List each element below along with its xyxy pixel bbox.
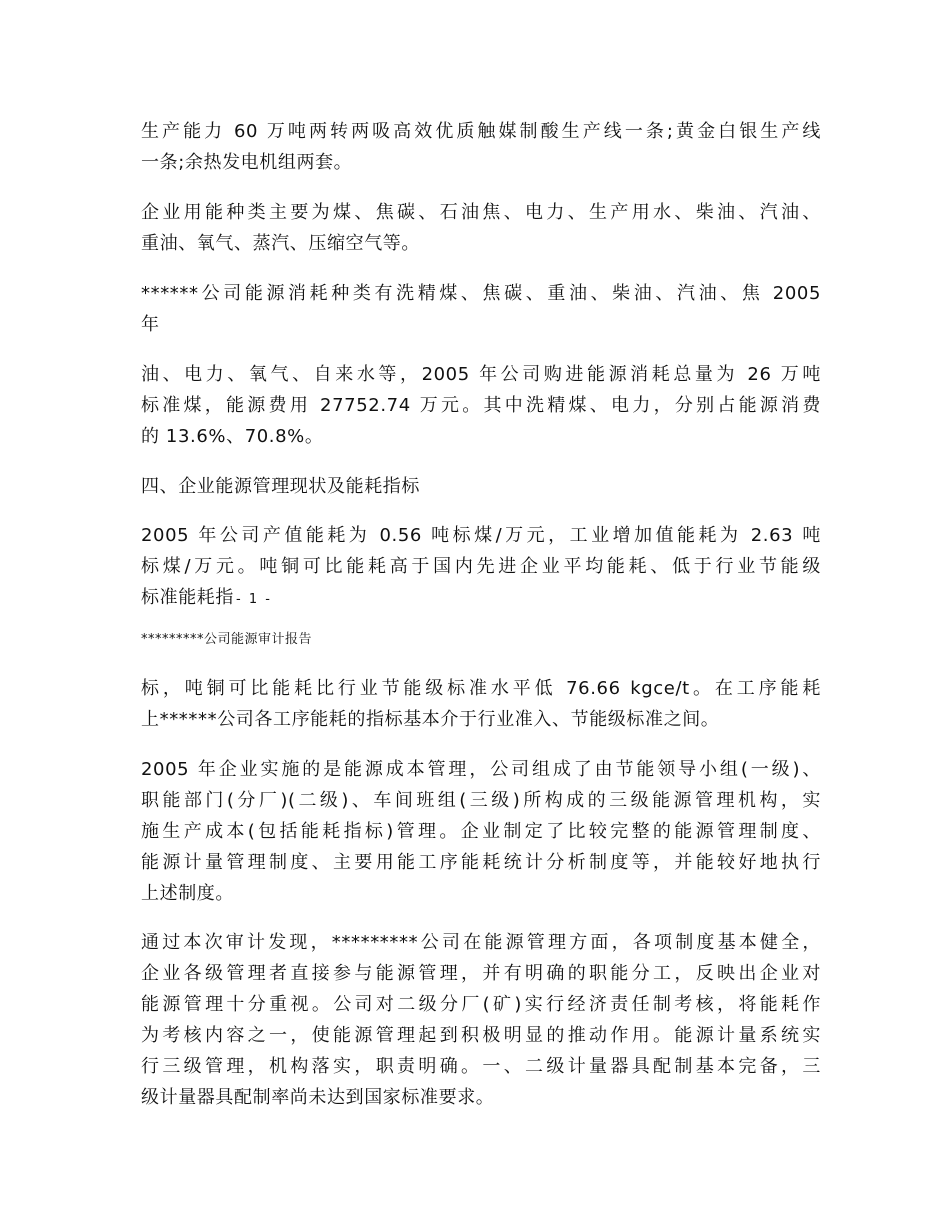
paragraph-energy-indicators — [141, 520, 821, 613]
text-line: 级计量器具配制率尚未达到国家标准要求。 — [141, 1087, 495, 1108]
text-line: 企业各级管理者直接参与能源管理，并有明确的职能分工，反映出企业对 — [141, 963, 821, 984]
text-line: 行三级管理，机构落实，职责明确。一、二级计量器具配制基本完备，三 — [141, 1056, 821, 1077]
text-line: 四、企业能源管理现状及能耗指标 — [141, 476, 420, 497]
text-line: 一条;余热发电机组两套。 — [141, 152, 353, 173]
page-number: - 1 - — [236, 592, 272, 607]
text-line: 标，吨铜可比能耗比行业节能级标准水平低 76.66 kgce/t。在工序能耗 — [141, 678, 821, 699]
paragraph-audit-findings — [141, 927, 821, 1113]
text-line — [141, 582, 821, 613]
paragraph-production-capacity — [141, 116, 821, 178]
text-line: 标准煤，能源费用 27752.74 万元。其中洗精煤、电力，分别占能源消费 — [141, 395, 821, 416]
text-line: 年 — [141, 314, 160, 335]
text-line: 能源管理十分重视。公司对二级分厂(矿)实行经济责任制考核，将能耗作 — [141, 994, 821, 1015]
text-line: 上述制度。 — [141, 883, 234, 904]
text-line: 能源计量管理制度、主要用能工序能耗统计分析制度等，并能较好地执行 — [141, 852, 821, 873]
text-line: 2005 年公司产值能耗为 0.56 吨标煤/万元，工业增加值能耗为 2.63 吨 — [141, 525, 821, 546]
text-line: 上******公司各工序能耗的指标基本介于行业准入、节能级标准之间。 — [141, 709, 720, 730]
text-line: 2005 年企业实施的是能源成本管理，公司组成了由节能领导小组(一级)、 — [141, 759, 821, 780]
text-line: 标煤/万元。吨铜可比能耗高于国内先进企业平均能耗、低于行业节能级 — [141, 556, 821, 577]
text-line: 企业用能种类主要为煤、焦碳、石油焦、电力、生产用水、柴油、汽油、 — [141, 202, 821, 223]
text-line: 施生产成本(包括能耗指标)管理。企业制定了比较完整的能源管理制度、 — [141, 821, 821, 842]
text-line: 重油、氧气、蒸汽、压缩空气等。 — [141, 233, 420, 254]
text-line: 的 13.6%、70.8%。 — [141, 426, 324, 447]
text-line: 通过本次审计发现，*********公司在能源管理方面，各项制度基本健全， — [141, 932, 821, 953]
paragraph-cost-management — [141, 754, 821, 909]
text-line: ******公司能源消耗种类有洗精煤、焦碳、重油、柴油、汽油、焦 2005 — [141, 283, 821, 304]
text-line: 生产能力 60 万吨两转两吸高效优质触媒制酸生产线一条;黄金白银生产线 — [141, 121, 821, 142]
paragraph-energy-consumption-types — [141, 278, 821, 340]
text-line: 油、电力、氧气、自来水等，2005 年公司购进能源消耗总量为 26 万吨 — [141, 364, 821, 385]
text-fragment: 标准能耗指 — [141, 587, 234, 608]
paragraph-energy-types — [141, 197, 821, 259]
paragraph-process-energy — [141, 673, 821, 735]
text-line: 职能部门(分厂)(二级)、车间班组(三级)所构成的三级能源管理机构，实 — [141, 790, 821, 811]
text-line: 为考核内容之一，使能源管理起到积极明显的推动作用。能源计量系统实 — [141, 1025, 821, 1046]
running-header: *********公司能源审计报告 — [141, 632, 313, 647]
paragraph-energy-purchase — [141, 359, 821, 452]
section-heading-energy-management — [141, 471, 821, 502]
